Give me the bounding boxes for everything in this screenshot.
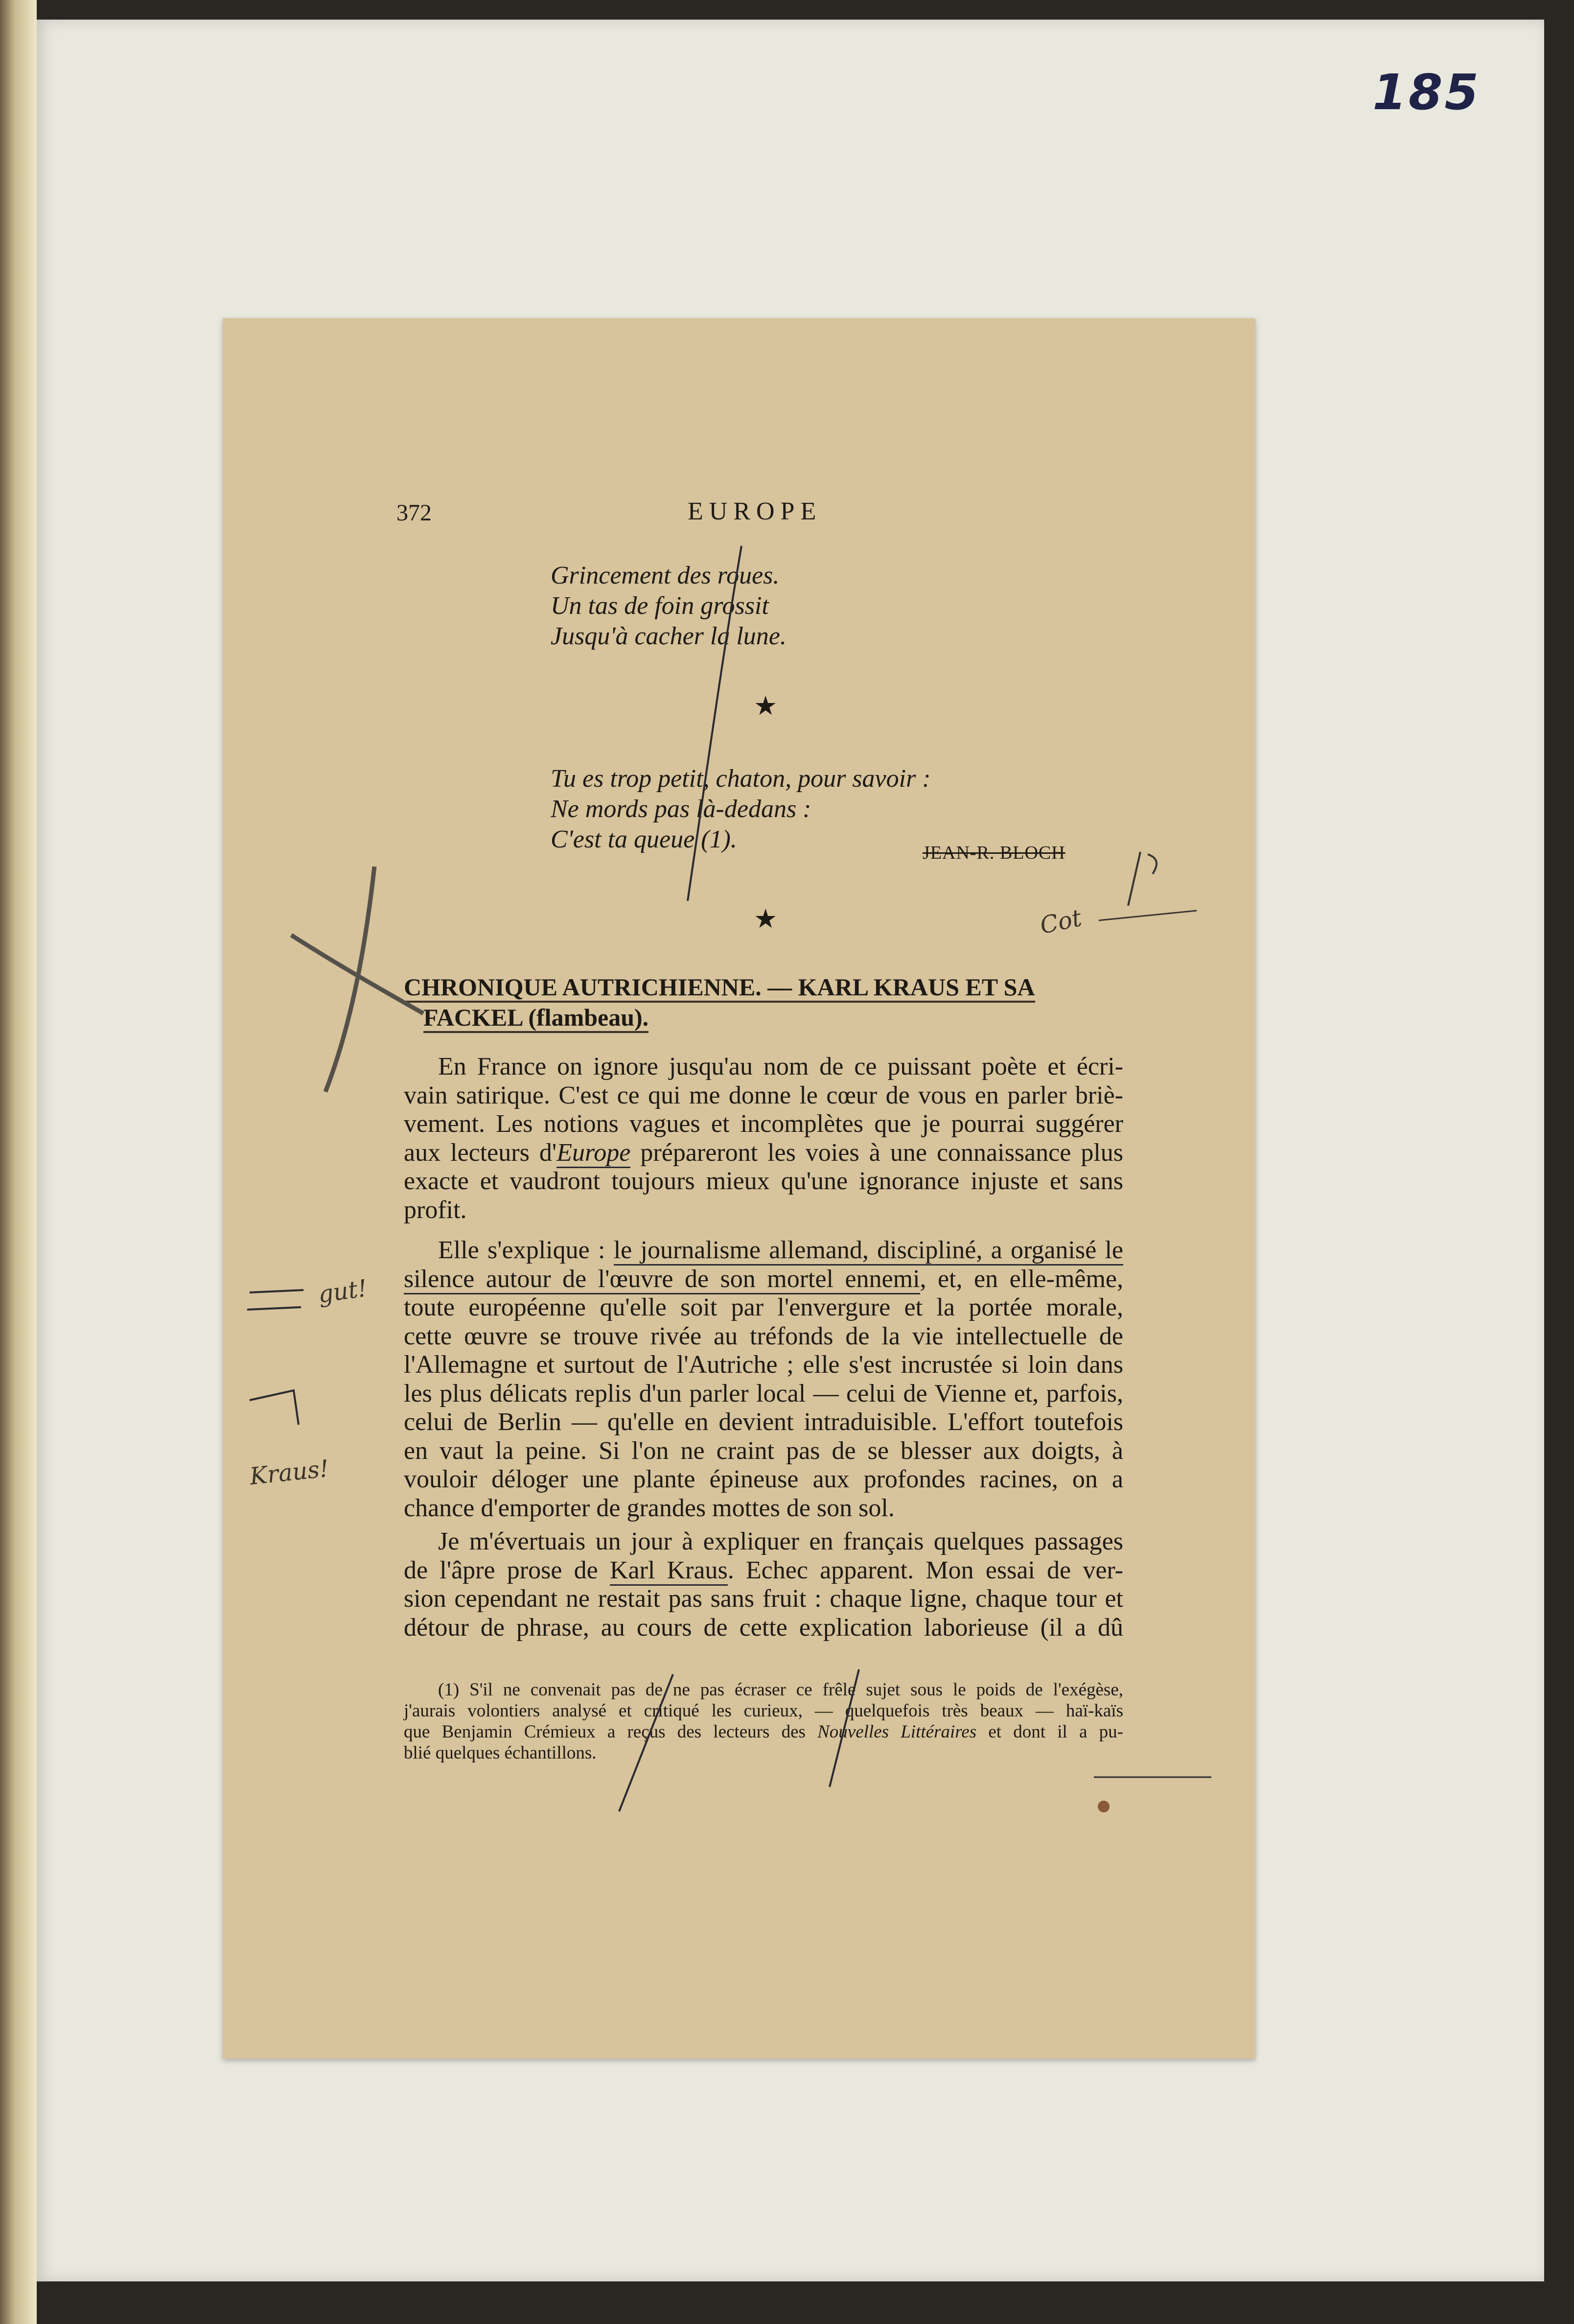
pen-stroke [1128, 852, 1140, 906]
text-line: vouloir déloger une plante épineuse aux profondes racines, on a [404, 1465, 1123, 1493]
footnote-line: que Benjamin Crémieux a reçus des lecteurs des Nouvelles Littéraires et dont il a pu- [404, 1722, 1123, 1742]
footnote-line: blié quelques échantillons. [404, 1743, 597, 1763]
text-line: toute européenne qu'elle soit par l'envergure et la portée morale, [404, 1293, 1123, 1321]
newspaper-clipping [223, 318, 1255, 2059]
margin-note-kraus: Kraus! [248, 1455, 330, 1491]
text-line: de l'âpre prose de Karl Kraus. Echec apparent. Mon essai de ver- [404, 1556, 1123, 1585]
text-line: silence autour de l'œuvre de son mortel ennemi, et, en elle-même, [404, 1265, 1123, 1294]
heading-line-2: FACKEL (flambeau). [423, 1004, 648, 1033]
album-spine-edge [0, 0, 37, 2324]
pen-stroke [619, 1674, 673, 1811]
text-line: vain satirique. C'est ce qui me donne le cœur de vous en parler briè- [404, 1081, 1123, 1109]
text-line: en vaut la peine. Si l'on ne craint pas de se blesser aux doigts, à [404, 1436, 1123, 1465]
text-line: celui de Berlin — qu'elle en devient intraduisible. L'effort toutefois [404, 1408, 1123, 1436]
text-line: aux lecteurs d'Europe prépareront les voies à une connaissance plus [404, 1139, 1123, 1168]
pen-stroke [1099, 911, 1197, 920]
text-line: vement. Les notions vagues et incomplètes que je pourrai suggérer [404, 1110, 1123, 1138]
poem-2-line: Ne mords pas là-dedans : [551, 795, 811, 823]
text-line: sion cependant ne restait pas sans fruit : chaque ligne, chaque tour et [404, 1585, 1123, 1613]
ink-spot [1098, 1801, 1110, 1812]
author-signature: JEAN-R. BLOCH [923, 843, 1065, 863]
text-line: cette œuvre se trouve rivée au tréfonds de la vie intellectuelle de [404, 1322, 1123, 1350]
text-line: En France on ignore jusqu'au nom de ce puissant poète et écri- [438, 1053, 1123, 1080]
text-line: exacte et vaudront toujours mieux qu'une ignorance injuste et sans [404, 1167, 1123, 1195]
pen-stroke [1148, 854, 1157, 874]
underlined-name: Karl Kraus [610, 1556, 728, 1586]
text-line: Elle s'explique : le journalisme allemand, discipliné, a organisé le [404, 1236, 1123, 1265]
poem-1-line: Grincement des roues. [551, 562, 780, 589]
text-line: profit. [404, 1196, 467, 1224]
heading-line-1: CHRONIQUE AUTRICHIENNE. — KARL KRAUS ET SA [404, 973, 1035, 1003]
pen-stroke [250, 1390, 299, 1425]
poem-1-line: Un tas de foin grossit [551, 592, 769, 620]
underlined-passage: le journalisme allemand, discipliné, a organisé le [614, 1236, 1123, 1266]
footnote-line: j'aurais volontiers analysé et critiqué les curieux, — quelquefois très beaux — haï-kaïs [404, 1701, 1123, 1721]
pen-stroke [830, 1669, 859, 1787]
folio-number: 185 [1372, 64, 1481, 121]
poem-2-line: Tu es trop petit, chaton, pour savoir : [551, 765, 931, 793]
poem-1-line: Jusqu'à cacher la lune. [551, 622, 787, 650]
margin-note-gut: gut! [316, 1274, 369, 1309]
star-separator: ★ [754, 691, 778, 721]
text-line: détour de phrase, au cours de cette explication laborieuse (il a dû [404, 1613, 1123, 1642]
text-line: chance d'emporter de grandes mottes de son sol. [404, 1494, 895, 1522]
pencil-x-mark [291, 935, 423, 1013]
star-separator: ★ [754, 904, 778, 934]
pen-and-pencil-marks [223, 318, 1255, 2059]
text-line: l'Allemagne et surtout de l'Autriche ; elle s'est incrustée si loin dans [404, 1351, 1123, 1379]
poem-2-line: C'est ta queue (1). [551, 825, 737, 853]
underlined-passage: silence autour de l'œuvre de son mortel ennemi [404, 1265, 920, 1294]
pen-stroke [688, 546, 741, 901]
margin-note-cot: Cot [1038, 904, 1084, 940]
running-head: EUROPE [688, 497, 822, 525]
footnote-line: (1) S'il ne convenait pas de ne pas écraser ce frêle sujet sous le poids de l'exégèse, [438, 1680, 1123, 1700]
text-line: les plus délicats replis d'un parler local — celui de Vienne et, parfois, [404, 1379, 1123, 1408]
page-number: 372 [396, 500, 432, 526]
underlined-title: Europe [556, 1139, 630, 1168]
text-line: Je m'évertuais un jour à expliquer en français quelques passages [438, 1527, 1123, 1555]
pen-stroke [247, 1290, 303, 1310]
